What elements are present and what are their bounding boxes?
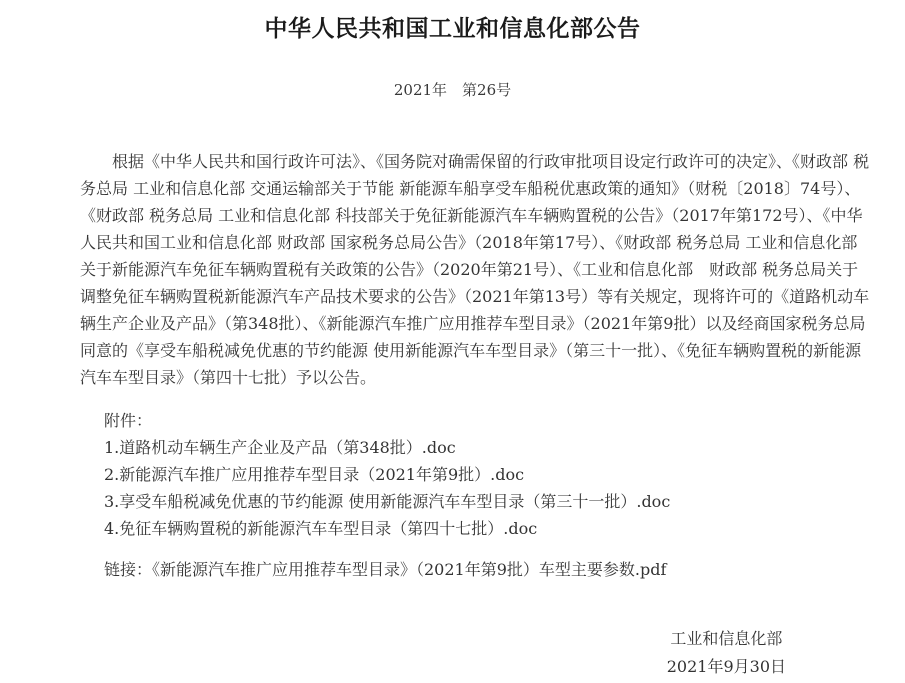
attachments-section — [104, 407, 873, 542]
attachment-item[interactable]: 3.享受车船税减免优惠的节约能源 使用新能源汽车车型目录（第三十一批）.doc — [104, 492, 671, 511]
signature-block — [667, 625, 786, 681]
body-paragraph: 根据《中华人民共和国行政许可法》、《国务院对确需保留的行政审批项目设定行政许可的决定》、《财政部 税务总局 工业和信息化部 交通运输部关于节能 新能源车船享受车船税优惠政策的通知》（财税〔2018〕74号）、《财政部 税务总局 工业和信息化部 科技部关于免征新能源汽车车辆购置税的公告》（2017年第172号）、《中华人民共和国工业和信息化部 财政部 国家税务总局公告》（2018年第17号）、《财政部 税务总局 工业和信息化部关于新能源汽车免征车辆购置税有关政策的公告》（2020年第21号）、《工业和信息化部 财政部 税务总局关于调整免征车辆购置税新能源汽车产品技术要求的公告》（2021年第13号）等有关规定，现将许可的《道路机动车辆生产企业及产品》（第348批）、《新能源汽车推广应用推荐车型目录》（2021年第9批）以及经商国家税务总局同意的《享受车船税减免优惠的节约能源 使用新能源汽车车型目录》（第三十一批）、《免征车辆购置税的新能源汽车车型目录》（第四十七批）予以公告。 — [80, 152, 870, 387]
link-line[interactable]: 链接：《新能源汽车推广应用推荐车型目录》（2021年第9批）车型主要参数.pdf — [104, 560, 667, 579]
attachment-item[interactable]: 1.道路机动车辆生产企业及产品（第348批）.doc — [104, 438, 456, 457]
attachments-label: 附件： — [104, 411, 153, 430]
signature-issuer: 工业和信息化部 — [670, 629, 783, 648]
attachment-item[interactable]: 2.新能源汽车推广应用推荐车型目录（2021年第9批）.doc — [104, 465, 525, 484]
attachment-item[interactable]: 4.免征车辆购置税的新能源汽车车型目录（第四十七批）.doc — [104, 519, 538, 538]
issue-number: 2021年 第26号 — [393, 81, 512, 99]
signature-date: 2021年9月30日 — [666, 657, 786, 676]
page-title: 中华人民共和国工业和信息化部公告 — [264, 16, 641, 42]
